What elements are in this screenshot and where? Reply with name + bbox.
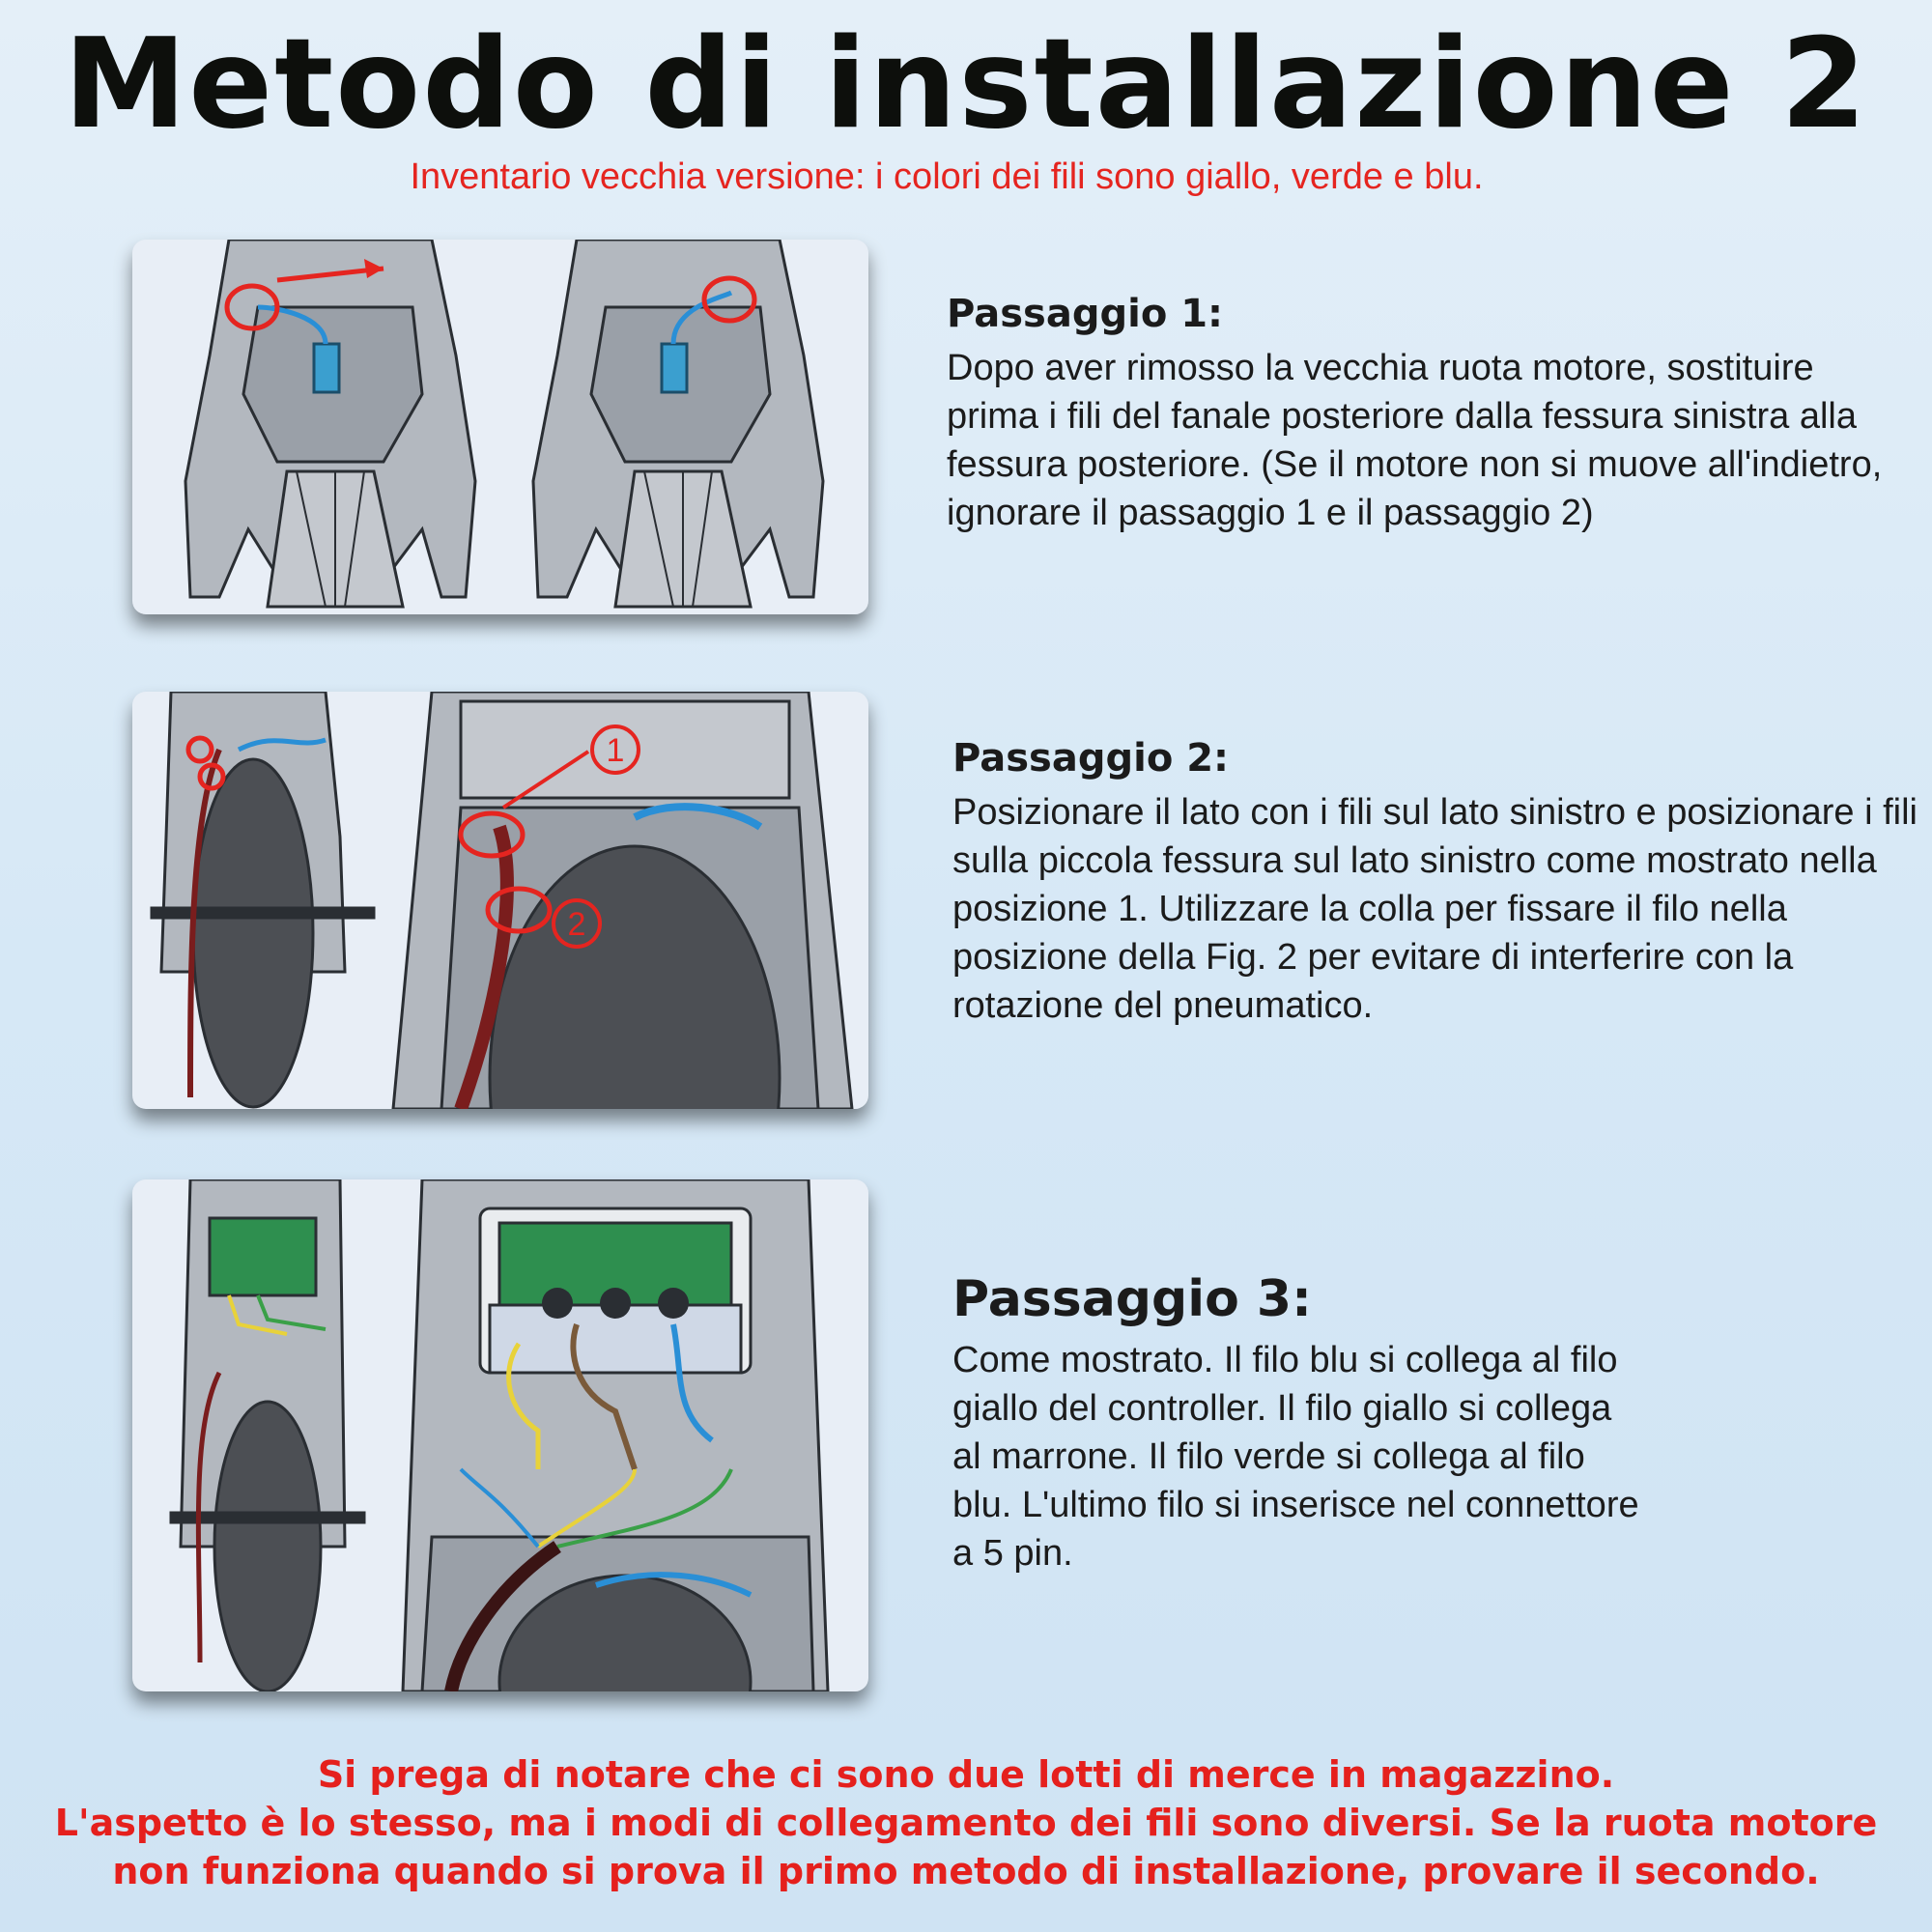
step-1-illustration [132, 240, 868, 614]
step-3-block [952, 1270, 1648, 1577]
step-2-illustration [132, 692, 868, 1109]
page-title: Metodo di installazione 2 [63, 13, 1869, 156]
step-1-block [947, 292, 1913, 537]
rear-fender-diagram [132, 240, 868, 614]
warning-note-line-2: L'aspetto è lo stesso, ma i modi di collegamento dei fili sono diversi. Se la ruota motore [54, 1802, 1878, 1844]
warning-note-line-3: non funziona quando si prova il primo metodo di installazione, provare il secondo. [112, 1850, 1820, 1892]
callout-2-label: 2 [567, 906, 586, 943]
step-2-heading: Passaggio 2: [952, 736, 1230, 781]
warning-note [0, 1750, 1932, 1895]
wire-routing-diagram [132, 692, 868, 1109]
controller-wiring-diagram [132, 1179, 868, 1691]
step-3-heading: Passaggio 3: [952, 1270, 1312, 1328]
step-3-illustration [132, 1179, 868, 1691]
page-subtitle: Inventario vecchia versione: i colori dei fili sono giallo, verde e blu. [410, 156, 1484, 197]
step-1-text: Dopo aver rimosso la vecchia ruota motore, sostituire prima i fili del fanale posteriore dalla fessura sinistra alla fessura posteriore. (Se il motore non si muove all'indietro, ignorare il passaggio 1 e il passaggio 2) [947, 348, 1883, 533]
callout-1-label: 1 [606, 732, 625, 769]
step-2-text: Posizionare il lato con i fili sul lato sinistro e posizionare i fili sulla piccola fessura sul lato sinistro come mostrato nella posizione 1. Utilizzare la colla per fissare il filo nella posizione della Fig. 2 per evitare di interferire con la rotazione del pneumatico. [952, 792, 1918, 1026]
step-2-block [952, 736, 1918, 1030]
step-3-text: Come mostrato. Il filo blu si collega al filo giallo del controller. Il filo giallo si collega al marrone. Il filo verde si collega al filo blu. L'ultimo filo si inserisce nel connettore a 5 pin. [952, 1340, 1639, 1574]
step-1-heading: Passaggio 1: [947, 292, 1224, 336]
warning-note-line-1: Si prega di notare che ci sono due lotti di merce in magazzino. [317, 1753, 1615, 1796]
